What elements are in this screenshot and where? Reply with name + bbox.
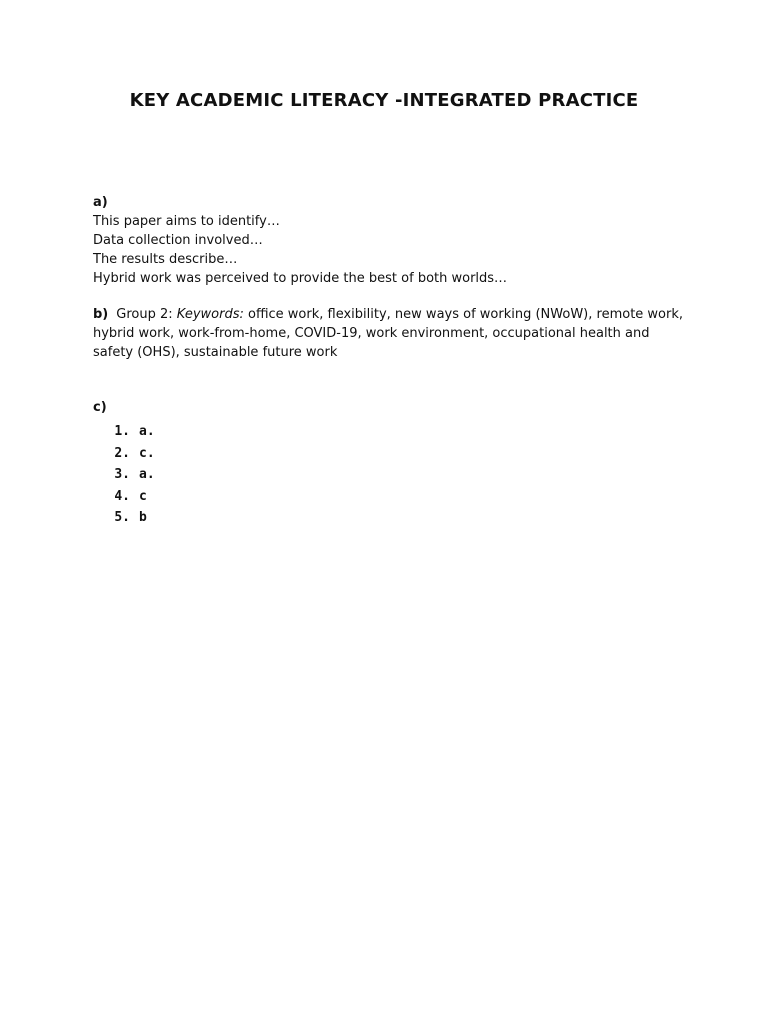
group-label: Group 2: <box>116 307 173 322</box>
keywords-text: office work, flexibility, new ways of working (NWoW), remote work, hybrid work, work-from-home, COVID-19, work environment, occupational health and safety (OHS), sustainable future work <box>93 307 684 360</box>
list-item <box>93 486 683 508</box>
section-a-line: The results describe… <box>93 252 238 267</box>
answer-number: 1. <box>114 424 130 440</box>
keywords-label: Keywords: <box>176 307 244 322</box>
list-item <box>93 443 683 465</box>
list-item <box>93 421 683 443</box>
answer-value: c. <box>139 445 155 461</box>
section-a <box>93 193 683 288</box>
answer-number: 2. <box>114 445 130 461</box>
answer-number: 5. <box>114 510 130 526</box>
list-item <box>93 507 683 529</box>
section-a-line: Hybrid work was perceived to provide the best of both worlds… <box>93 271 508 286</box>
answer-number: 4. <box>114 488 130 504</box>
section-a-line: Data collection involved… <box>93 233 263 248</box>
answer-value: a. <box>139 467 155 483</box>
answer-value: b <box>139 510 147 526</box>
keywords-paragraph <box>93 305 683 362</box>
section-c <box>93 398 683 529</box>
answer-value: a. <box>139 424 155 440</box>
section-b <box>93 305 683 362</box>
answer-value: c <box>139 488 147 504</box>
section-a-line: This paper aims to identify… <box>93 214 280 229</box>
document-title: KEY ACADEMIC LITERACY -INTEGRATED PRACTICE <box>129 90 639 111</box>
section-c-label: c) <box>93 400 107 415</box>
section-b-label: b) <box>93 307 109 322</box>
section-a-label: a) <box>93 195 108 210</box>
answer-list <box>93 421 683 529</box>
list-item <box>93 464 683 486</box>
answer-number: 3. <box>114 467 130 483</box>
